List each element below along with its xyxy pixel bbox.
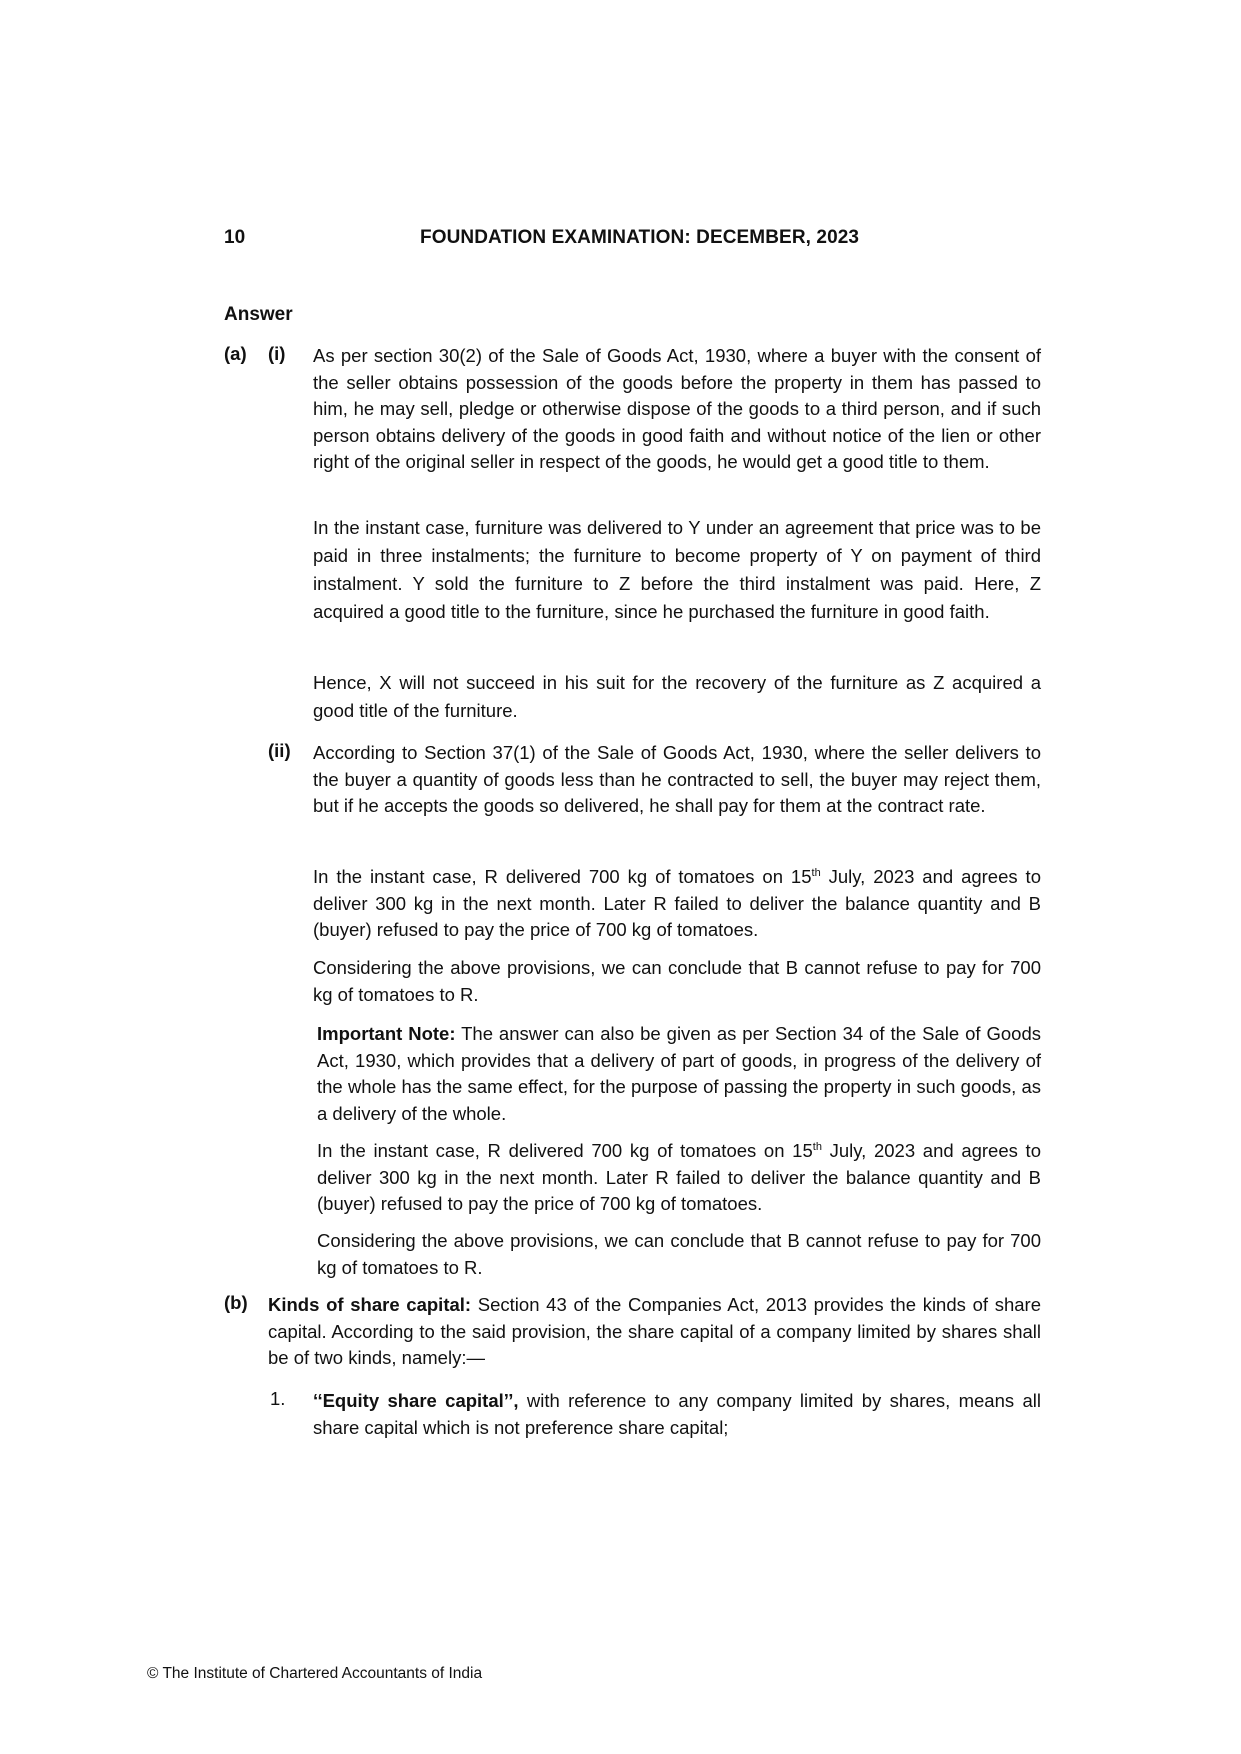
list-item-1-term: ‘‘Equity share capital’’, xyxy=(313,1390,519,1411)
sub-ii-paragraph-2-end: July, 2023 and agrees to deliver 300 kg in the next month. Later R failed to deliver the balance quantity and B (buyer) refused to pay the price of 700 kg of tomatoes. xyxy=(313,866,1041,940)
sub-ii-paragraph-5 xyxy=(317,1138,1041,1218)
part-b-heading: Kinds of share capital: xyxy=(268,1294,472,1315)
part-b-text: Section 43 of the Companies Act, 2013 provides the kinds of share capital. According to the said provision, the share capital of a company limited by shares shall be of two kinds, namely:— xyxy=(268,1294,1041,1368)
sub-ii-label: (ii) xyxy=(268,740,291,761)
part-b-paragraph xyxy=(268,1292,1041,1372)
footer-copyright: © The Institute of Chartered Accountants of India xyxy=(147,1665,483,1682)
sub-i-paragraph-1: As per section 30(2) of the Sale of Goods Act, 1930, where a buyer with the consent of the seller obtains possession of the goods before the property in them has passed to him, he may sell, pledge or otherwise dispose of the goods to a third person, and if such person obtains delivery of the goods in good faith and without notice of the lien or other right of the original seller in respect of the goods, he would get a good title to them. xyxy=(313,345,1041,472)
ordinal-suffix: th xyxy=(812,1140,822,1153)
sub-ii-paragraph-2-start: In the instant case, R delivered 700 kg of tomatoes on 15 xyxy=(313,866,812,887)
sub-ii-paragraph-5-end: July, 2023 and agrees to deliver 300 kg in the next month. Later R failed to deliver the balance quantity and B (buyer) refused to pay the price of 700 kg of tomatoes. xyxy=(317,1140,1041,1214)
page-number: 10 xyxy=(224,227,246,248)
part-b-label: (b) xyxy=(224,1292,248,1313)
sub-ii-paragraph-3: Considering the above provisions, we can conclude that B cannot refuse to pay for 700 kg of tomatoes to R. xyxy=(313,957,1041,1005)
list-item-1-label: 1. xyxy=(270,1388,286,1409)
sub-ii-paragraph-1: According to Section 37(1) of the Sale of Goods Act, 1930, where the seller delivers to the buyer a quantity of goods less than he contracted to sell, the buyer may reject them, but if he accepts the goods so delivered, he shall pay for them at the contract rate. xyxy=(313,742,1041,816)
sub-ii-paragraph-2 xyxy=(313,864,1041,944)
important-note xyxy=(317,1021,1041,1127)
part-a-label: (a) xyxy=(224,343,247,364)
ordinal-suffix: th xyxy=(811,866,821,879)
list-item-1 xyxy=(313,1388,1041,1441)
sub-ii-paragraph-6: Considering the above provisions, we can conclude that B cannot refuse to pay for 700 kg of tomatoes to R. xyxy=(317,1230,1041,1278)
important-note-text: The answer can also be given as per Section 34 of the Sale of Goods Act, 1930, which provides that a delivery of part of goods, in progress of the delivery of the whole has the same effect, for the purpose of passing the property in such goods, as a delivery of the whole. xyxy=(317,1023,1041,1124)
important-note-label: Important Note: xyxy=(317,1023,456,1044)
answer-heading: Answer xyxy=(224,304,293,325)
page-header xyxy=(224,227,1054,253)
sub-i-label: (i) xyxy=(268,343,286,364)
sub-i-paragraph-3: Hence, X will not succeed in his suit for the recovery of the furniture as Z acquired a good title of the furniture. xyxy=(313,672,1041,721)
sub-i-paragraph-2: In the instant case, furniture was delivered to Y under an agreement that price was to be paid in three instalments; the furniture to become property of Y on payment of third instalment. Y sold the furniture to Z before the third instalment was paid. Here, Z acquired a good title to the furniture, since he purchased the furniture in good faith. xyxy=(313,517,1041,622)
page-title: FOUNDATION EXAMINATION: DECEMBER, 2023 xyxy=(420,227,860,248)
sub-ii-paragraph-5-start: In the instant case, R delivered 700 kg of tomatoes on 15 xyxy=(317,1140,813,1161)
list-item-1-text: with reference to any company limited by shares, means all share capital which is not preference share capital; xyxy=(313,1390,1041,1438)
